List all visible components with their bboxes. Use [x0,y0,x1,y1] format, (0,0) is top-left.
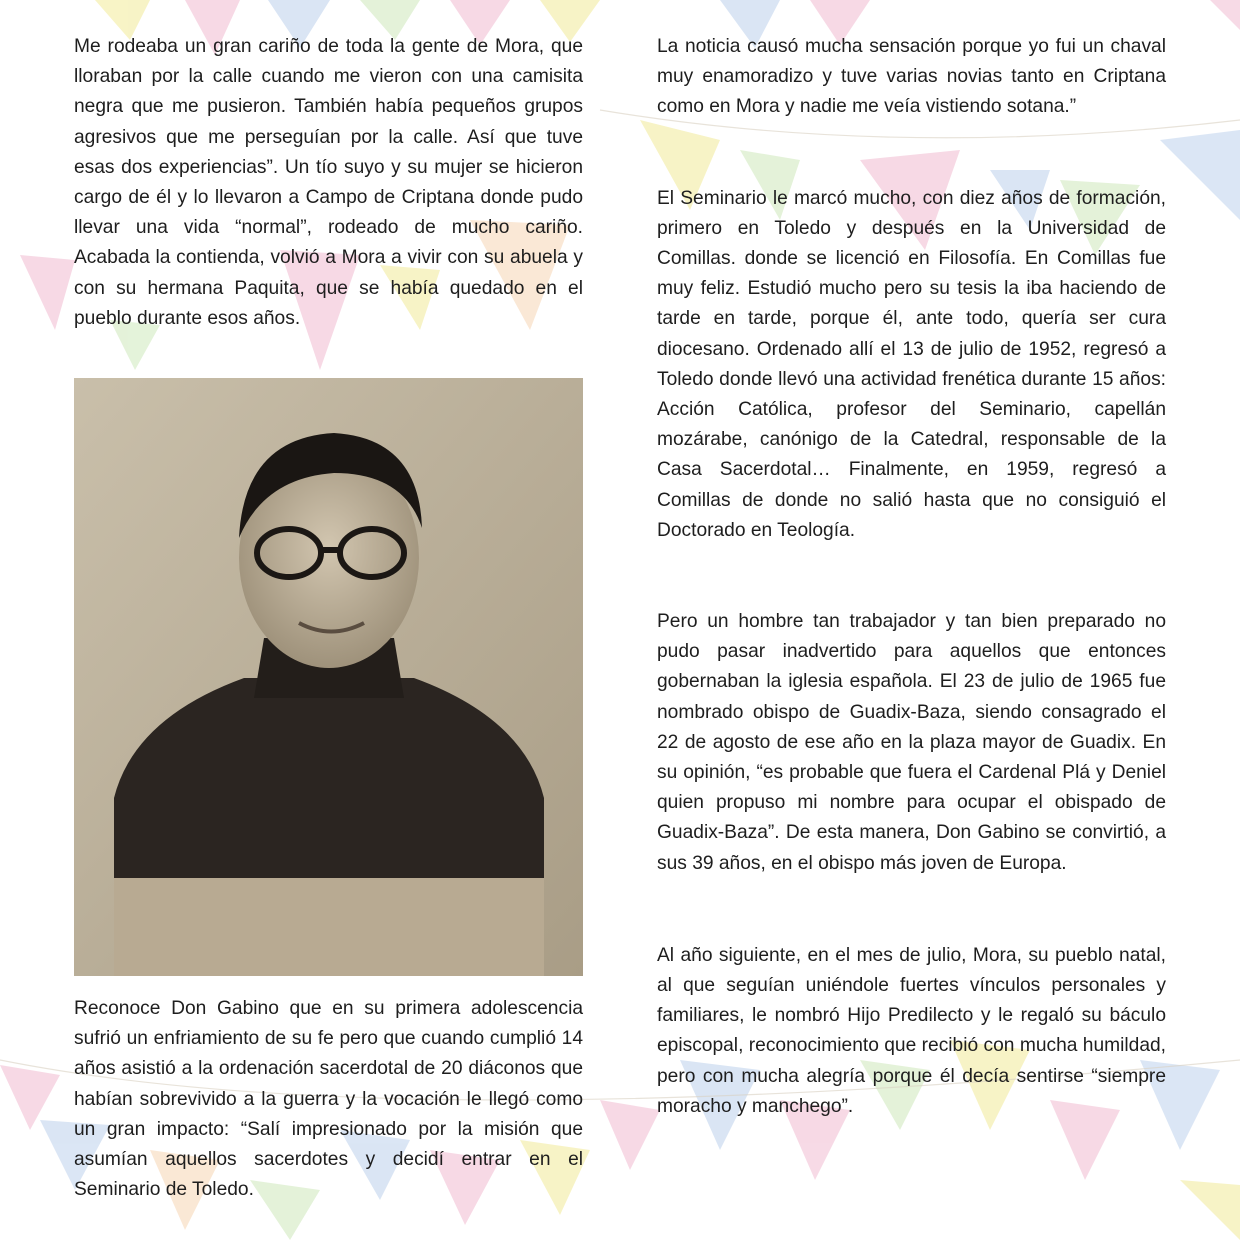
right-paragraph-2: El Seminario le marcó mucho, con diez años de formación, primero en Toledo y después en la Universidad de Comillas. donde se licenció en Filosofía. En Comillas fue muy feliz. Estudió mucho pero su tesis la iba haciendo de tarde en tarde, porque él, ante todo, quería ser cura diocesano. Ordenado allí el 13 de julio de 1952, regresó a Toledo donde llevó una actividad frenética durante 15 años: Acción Católica, profesor del Seminario, capellán mozárabe, canónigo de la Catedral, responsable de la Casa Sacerdotal… Finalmente, en 1959, regresó a Comillas de donde no salió hasta que no consiguió el Doctorado en Teología. [657,187,1166,541]
right-paragraph-3: Pero un hombre tan trabajador y tan bien preparado no pudo pasar inadvertido para aquellos que entonces gobernaban la iglesia española. El 23 de julio de 1965 fue nombrado obispo de Guadix-Baza, siendo consagrado el 22 de agosto de ese año en la plaza mayor de Guadix. En su opinión, “es probable que fuera el Cardenal Plá y Deniel quien propuso mi nombre para ocupar el obispado de Guadix-Baza”. De esta manera, Don Gabino se convirtió, a sus 39 años, en el obispo más joven de Europa. [657,611,1166,874]
portrait-photo-icon [74,378,583,976]
left-column-bottom [74,994,583,1205]
left-paragraph-1: Me rodeaba un gran cariño de toda la gente de Mora, que lloraban por la calle cuando me vieron con una camisita negra que me pusieron. También había pequeños grupos agresivos que me perseguían por la calle. Así que tuve esas dos experiencias”. Un tío suyo y su mujer se hicieron cargo de él y lo llevaron a Campo de Criptana donde pudo llevar una vida “normal”, rodeado de mucho cariño. Acabada la contienda, volvió a Mora a vivir con su abuela y con su hermana Paquita, que se había quedado en el pueblo durante esos años. [74,36,583,329]
left-column-top [74,32,583,334]
right-paragraph-4: Al año siguiente, en el mes de julio, Mora, su pueblo natal, al que seguían uniéndole fuertes vínculos personales y familiares, le nombró Hijo Predilecto y le regaló su báculo episcopal, reconocimiento que recibió con mucha humildad, pero con mucha alegría porque él decía sentirse “siempre moracho y manchego”. [657,944,1166,1117]
right-paragraph-1: La noticia causó mucha sensación porque yo fui un chaval muy enamoradizo y tuve varias novias tanto en Criptana como en Mora y nadie me veía vistiendo sotana.” [657,36,1166,118]
portrait-photo [74,378,583,976]
right-column [657,32,1166,1122]
left-paragraph-2: Reconoce Don Gabino que en su primera adolescencia sufrió un enfriamiento de su fe pero que cuando cumplió 14 años asistió a la ordenación sacerdotal de 20 diáconos que habían sobrevivido a la guerra y la vocación le llegó como un gran impacto: “Salí impresionado por la misión que asumían aquellos sacerdotes y decidí entrar en el Seminario de Toledo. [74,998,583,1201]
